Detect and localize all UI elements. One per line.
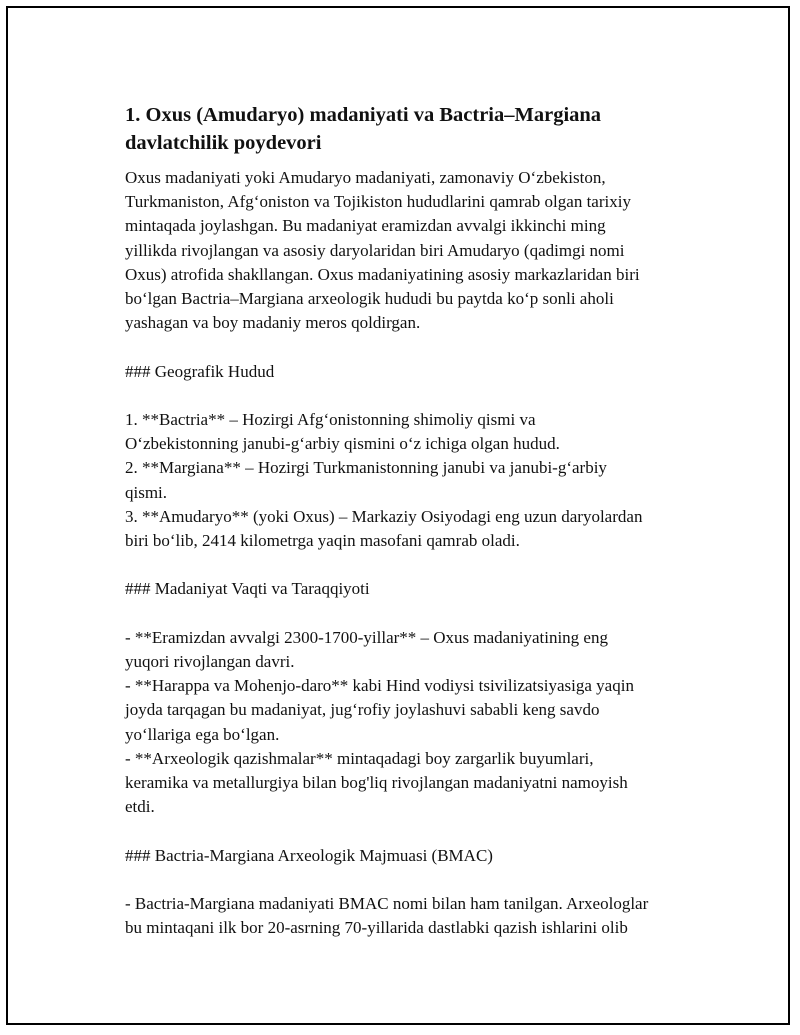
text-line: yillikda rivojlangan va asosiy daryolaridan biri Amudaryo (qadimgi nomi — [125, 240, 625, 260]
text-line: yashagan va boy madaniy meros qoldirgan. — [125, 313, 421, 333]
geo-list-line: qismi. — [125, 482, 168, 502]
section-heading-geography: ### Geografik Hudud — [125, 361, 275, 381]
time-list-line: - **Eramizdan avvalgi 2300-1700-yillar** – Oxus madaniyatining eng — [125, 627, 608, 647]
blank-line — [125, 335, 705, 359]
title-line: davlatchilik poydevori — [125, 132, 322, 154]
text-line: Oxus) atrofida shakllangan. Oxus madaniyatining asosiy markazlaridan biri — [125, 264, 640, 284]
time-list-line: yuqori rivojlangan davri. — [125, 652, 295, 671]
section-heading-time: ### Madaniyat Vaqti va Taraqqiyoti — [125, 579, 370, 599]
geo-list-line: 3. **Amudaryo** (yoki Oxus) – Markaziy Osiyodagi eng uzun daryolardan — [125, 506, 643, 526]
bmac-list-line: - Bactria-Margiana madaniyati BMAC nomi bilan ham tanilgan. Arxeologlar — [125, 894, 649, 913]
bmac-list-line: bu mintaqani ilk bor 20-asrning 70-yillarida dastlabki qazish ishlarini olib — [125, 918, 628, 938]
blank-line — [125, 384, 705, 408]
document-body — [125, 101, 705, 940]
blank-line — [125, 553, 705, 577]
geo-list-line: 2. **Margiana** – Hozirgi Turkmanistonning janubi va janubi-gʻarbiy — [125, 458, 607, 478]
blank-line — [125, 602, 705, 626]
text-line: mintaqada joylashgan. Bu madaniyat eramizdan avvalgi ikkinchi ming — [125, 216, 606, 236]
time-list-line: keramika va metallurgiya bilan bog'liq rivojlangan madaniyatni namoyish — [125, 773, 628, 793]
blank-line — [125, 819, 705, 843]
text-line: boʻlgan Bactria–Margiana arxeologik hududi bu paytda koʻp sonli aholi — [125, 289, 614, 309]
time-list-line: joyda tarqagan bu madaniyat, jugʻrofiy joylashuvi sababli keng savdo — [125, 700, 600, 720]
geo-list-line: Oʻzbekistonning janubi-gʻarbiy qismini oʻz ichiga olgan hudud. — [125, 434, 560, 454]
section-heading-bmac: ### Bactria-Margiana Arxeologik Majmuasi (BMAC) — [125, 845, 493, 865]
time-list-line: - **Harappa va Mohenjo-daro** kabi Hind vodiysi tsivilizatsiyasiga yaqin — [125, 676, 634, 696]
page-frame — [6, 6, 790, 1025]
intro-paragraph — [125, 166, 705, 940]
geo-list-line: 1. **Bactria** – Hozirgi Afgʻonistonning shimoliy qismi va — [125, 410, 536, 429]
document-title — [125, 101, 705, 157]
time-list-line: - **Arxeologik qazishmalar** mintaqadagi boy zargarlik buyumlari, — [125, 748, 594, 768]
blank-line — [125, 868, 705, 892]
text-line: Turkmaniston, Afgʻoniston va Tojikiston hududlarini qamrab olgan tarixiy — [125, 192, 631, 212]
geo-list-line: biri boʻlib, 2414 kilometrga yaqin masofani qamrab oladi. — [125, 531, 520, 551]
time-list-line: etdi. — [125, 797, 155, 817]
title-line: 1. Oxus (Amudaryo) madaniyati va Bactria–Margiana — [125, 104, 602, 126]
text-line: Oxus madaniyati yoki Amudaryo madaniyati, zamonaviy Oʻzbekiston, — [125, 168, 606, 187]
time-list-line: yoʻllariga ega boʻlgan. — [125, 724, 280, 744]
